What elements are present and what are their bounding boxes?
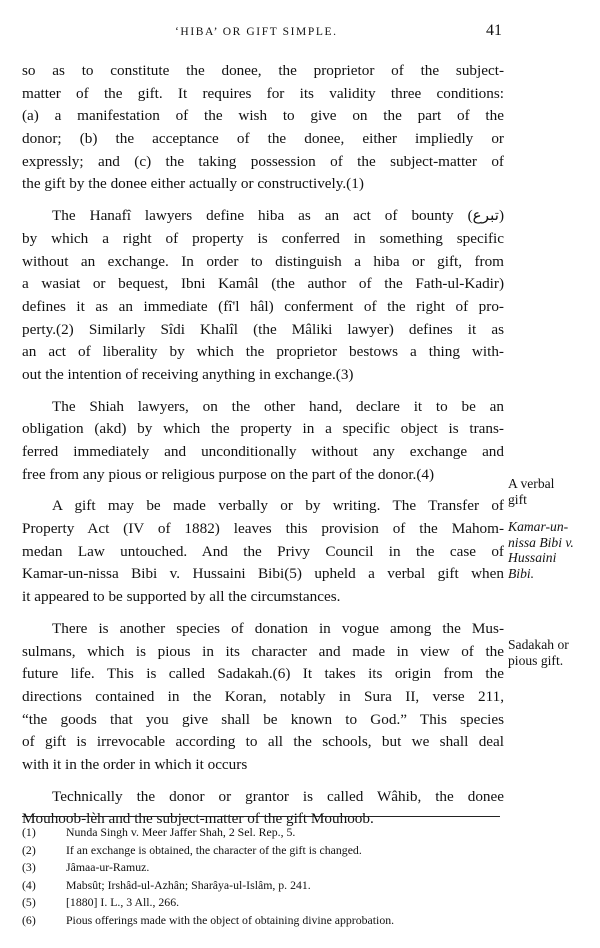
margin-note-line: Hussaini bbox=[508, 550, 557, 565]
main-text bbox=[22, 60, 504, 831]
text-line: Mouhoob-lèh and the subject-matter of the gift Mouhoob. bbox=[22, 810, 374, 828]
text-line: obligation (akd) by which the property in a specific object is trans- bbox=[22, 420, 504, 438]
text-line: free from any pious or religious purpose on the part of the donor.(4) bbox=[22, 465, 435, 483]
text-line: ferred immediately and unconditionally without any exchange and bbox=[22, 443, 504, 460]
text-line: out the intention of receiving anything in exchange.(3) bbox=[22, 365, 354, 383]
footnote-number: (5) bbox=[22, 895, 36, 909]
text-line: a wasiat or bequest, Ibni Kamâl (the author of the Fath-ul-Kadir) bbox=[22, 275, 504, 293]
text-line: defines it as an immediate (fî'l hâl) conferment of the right of pro- bbox=[22, 297, 504, 315]
margin-note-line: A verbal bbox=[508, 476, 555, 491]
footnote-text: Mabsût; Irshâd-ul-Azhân; Sharâya-ul-Islâm, p. 241. bbox=[66, 877, 311, 892]
paragraph-1 bbox=[22, 60, 504, 196]
paragraph-2 bbox=[22, 205, 504, 387]
footnote-text: Nunda Singh v. Meer Jaffer Shah, 2 Sel. Rep., 5. bbox=[66, 825, 296, 839]
page-number: 41 bbox=[486, 22, 502, 39]
running-head bbox=[0, 22, 600, 46]
text-line: sulmans, which is pious in its character and made in view of the bbox=[22, 642, 504, 660]
footnote-text: Pious offerings made with the object of obtaining divine approbation. bbox=[66, 912, 395, 927]
footnote-item bbox=[22, 894, 502, 912]
paragraph-3 bbox=[22, 396, 504, 487]
footnote-item bbox=[22, 842, 502, 860]
text-line: There is another species of donation in vogue among the Mus- bbox=[52, 619, 504, 637]
footnotes bbox=[22, 824, 502, 929]
text-line: of gift is irrevocable according to all the schools, but we shall deal bbox=[22, 733, 504, 751]
footnote-text: If an exchange is obtained, the character of the gift is changed. bbox=[66, 842, 362, 857]
running-title: ‘HIBA’ OR GIFT SIMPLE. bbox=[175, 26, 338, 38]
text-line: by which a right of property is conferred in something specific bbox=[22, 229, 504, 247]
footnote-number: (3) bbox=[22, 860, 36, 874]
text-line: matter of the gift. It requires for its validity three conditions: bbox=[22, 84, 504, 102]
footnote-item bbox=[22, 877, 502, 895]
text-line: with it in the order in which it occurs bbox=[22, 755, 248, 773]
text-line: Property Act (IV of 1882) leaves this provision of the Mahom- bbox=[22, 520, 504, 538]
text-line: directions contained in the Koran, notably in Sura II, verse 211, bbox=[22, 687, 504, 705]
text-line: The Hanafî lawyers define hiba as an act of bounty (تبرع) bbox=[52, 207, 504, 225]
footnote-number: (1) bbox=[22, 825, 36, 839]
footnote-text: [1880] I. L., 3 All., 266. bbox=[66, 895, 180, 909]
footnote-item bbox=[22, 859, 502, 877]
footnote-item bbox=[22, 912, 502, 930]
text-line: future life. This is called Sadakah.(6) It takes its origin from the bbox=[22, 665, 504, 683]
footnote-number: (2) bbox=[22, 842, 36, 857]
paragraph-4 bbox=[22, 495, 504, 608]
footnote-number: (6) bbox=[22, 912, 36, 927]
text-line: so as to constitute the donee, the proprietor of the subject- bbox=[22, 62, 504, 79]
margin-note-sadakah bbox=[508, 637, 598, 668]
footnote-rule bbox=[22, 816, 500, 817]
margin-note-line: pious gift. bbox=[508, 652, 564, 668]
paragraph-5 bbox=[22, 618, 504, 777]
text-line: The Shiah lawyers, on the other hand, declare it to be an bbox=[52, 397, 504, 415]
margin-note-verbal-gift bbox=[508, 476, 598, 507]
margin-note-line: Kamar-un- bbox=[508, 519, 569, 534]
text-line: perty.(2) Similarly Sîdi Khalîl (the Mâliki lawyer) defines it as bbox=[22, 320, 504, 338]
footnote-number: (4) bbox=[22, 877, 36, 892]
text-line: the gift by the donee either actually or constructively.(1) bbox=[22, 175, 364, 193]
text-line: Kamar-un-nissa Bibi v. Hussaini Bibi(5) upheld a verbal gift when bbox=[22, 565, 504, 583]
margin-note-line: Sadakah or bbox=[508, 637, 569, 652]
text-line: donor; (b) the acceptance of the donee, either impliedly or bbox=[22, 130, 504, 148]
text-line: without an exchange. In order to distinguish a hiba or gift, from bbox=[22, 252, 504, 270]
text-line: A gift may be made verbally or by writing. The Transfer of bbox=[52, 497, 504, 515]
text-line: “the goods that you give shall be known to God.” This species bbox=[22, 710, 504, 728]
text-line: an act of liberality by which the proprietor bestows a thing with- bbox=[22, 343, 504, 361]
text-line: medan Law untouched. And the Privy Council in the case of bbox=[22, 542, 504, 560]
text-line: Technically the donor or grantor is called Wâhib, the donee bbox=[52, 787, 504, 805]
footnote-text: Jâmaa-ur-Ramuz. bbox=[66, 860, 150, 874]
text-line: expressly; and (c) the taking possession of the subject-matter of bbox=[22, 152, 504, 170]
text-line: (a) a manifestation of the wish to give on the part of the bbox=[22, 107, 504, 125]
margin-note-line: gift bbox=[508, 491, 527, 507]
margin-note-case bbox=[508, 519, 598, 581]
text-line: it appeared to be supported by all the circumstances. bbox=[22, 588, 341, 606]
margin-note-line: Bibi. bbox=[508, 565, 535, 581]
margin-note-line: nissa Bibi v. bbox=[508, 534, 574, 550]
footnote-item bbox=[22, 824, 502, 842]
